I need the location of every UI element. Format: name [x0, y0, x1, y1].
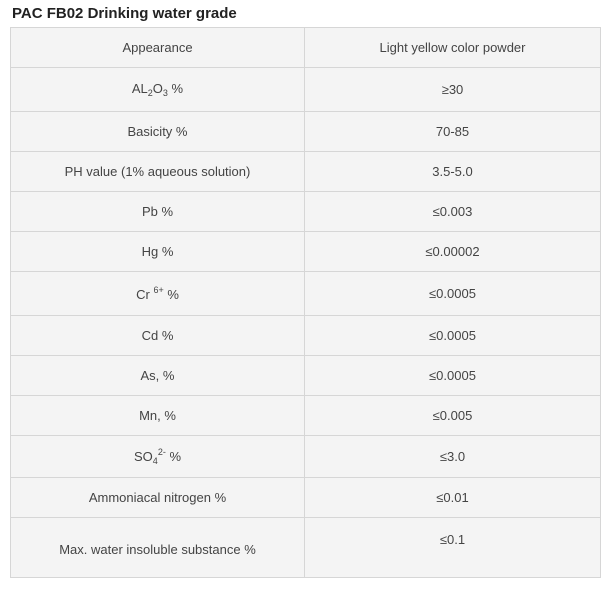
value-cell: ≤0.0005 [305, 316, 601, 356]
formula-text: Cr [136, 287, 154, 302]
property-cell: Max. water insoluble substance % [11, 518, 305, 578]
formula-text: % [167, 81, 184, 96]
table-row [11, 478, 601, 518]
formula-superscript: 6+ [153, 285, 164, 295]
value-cell: Light yellow color powder [305, 28, 601, 68]
property-cell: As, % [11, 356, 305, 396]
value-cell: ≤0.01 [305, 478, 601, 518]
specification-table [10, 27, 601, 578]
value-cell: ≤0.0005 [305, 356, 601, 396]
formula-subscript: 2 [147, 88, 153, 98]
formula-text: SO [134, 449, 153, 464]
property-cell: Pb % [11, 192, 305, 232]
property-cell: Ammoniacal nitrogen % [11, 478, 305, 518]
table-row [11, 396, 601, 436]
value-cell: ≤0.0005 [305, 272, 601, 316]
property-cell: Hg % [11, 232, 305, 272]
formula-superscript: 2- [157, 447, 166, 457]
property-cell: PH value (1% aqueous solution) [11, 152, 305, 192]
page-title: PAC FB02 Drinking water grade [12, 5, 237, 22]
value-cell: ≥30 [305, 68, 601, 112]
table-row [11, 28, 601, 68]
formula-text: O [152, 81, 163, 96]
value-cell: 70-85 [305, 112, 601, 152]
value-cell: ≤0.1 [305, 518, 601, 578]
property-cell: Appearance [11, 28, 305, 68]
table-row [11, 356, 601, 396]
table-row [11, 272, 601, 316]
property-cell [11, 436, 305, 478]
value-cell: ≤0.00002 [305, 232, 601, 272]
table-row [11, 68, 601, 112]
table-row [11, 316, 601, 356]
formula-subscript: 4 [152, 456, 158, 466]
property-cell: Basicity % [11, 112, 305, 152]
value-cell: 3.5-5.0 [305, 152, 601, 192]
table-row [11, 232, 601, 272]
property-cell: Mn, % [11, 396, 305, 436]
table-row [11, 112, 601, 152]
value-cell: ≤0.005 [305, 396, 601, 436]
property-cell: Cd % [11, 316, 305, 356]
formula-text: % [165, 449, 181, 464]
value-cell: ≤3.0 [305, 436, 601, 478]
table-row [11, 518, 601, 578]
property-cell [11, 68, 305, 112]
formula-subscript: 3 [162, 88, 168, 98]
table-row [11, 436, 601, 478]
formula-text: AL [131, 81, 148, 96]
table-row [11, 152, 601, 192]
value-cell: ≤0.003 [305, 192, 601, 232]
table-row [11, 192, 601, 232]
property-cell [11, 272, 305, 316]
formula-text: % [163, 287, 179, 302]
